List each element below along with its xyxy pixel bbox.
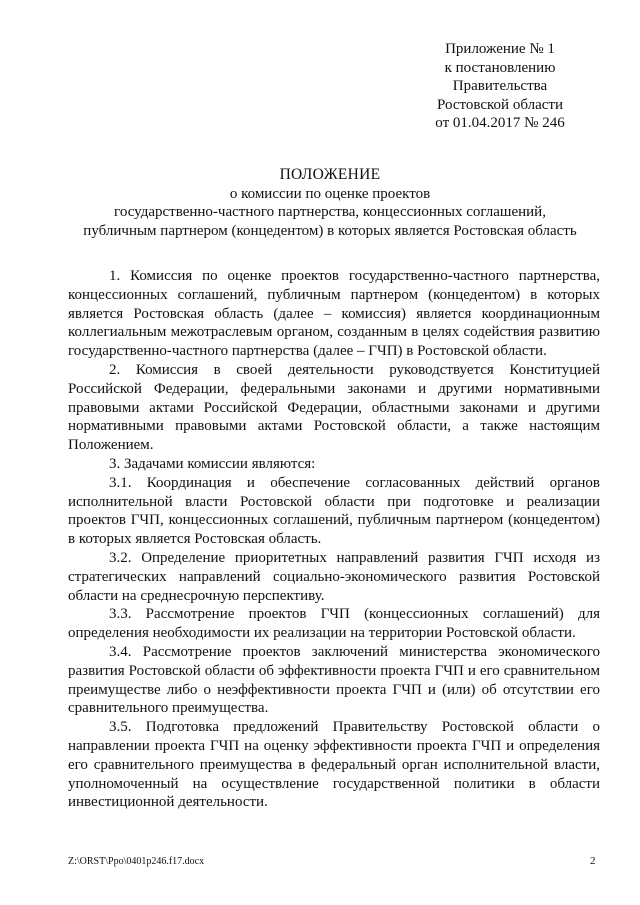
appendix-line: Правительства bbox=[452, 78, 548, 94]
paragraph-3: 3. Задачами комиссии являются: bbox=[109, 455, 316, 472]
paragraph-2: 2. Комиссия в своей деятельности руководствуется Конституцией Российской Федерации, федеральными законами и другими нормативными правовыми актами Российской Федерации, областными законами и другими нормативными правовыми актами Ростовской области, а также настоящим Положением. bbox=[68, 361, 600, 454]
paragraph-3-5: 3.5. Подготовка предложений Правительству Ростовской области о направлении проекта ГЧП на оценку эффективности проекта ГЧП и определения его сравнительного преимущества в федеральный орган исполнительной власти, уполномоченный на осуществление государственной политики в области инвестиционной деятельности. bbox=[68, 719, 600, 811]
title-line: о комиссии по оценке проектов bbox=[229, 185, 431, 202]
footer-file-path: Z:\ORST\Ppo\0401p246.f17.docx bbox=[68, 856, 205, 867]
appendix-line: к постановлению bbox=[444, 59, 556, 76]
document-body bbox=[68, 267, 600, 812]
paragraph-1: 1. Комиссия по оценке проектов государственно-частного партнерства, концессионных соглашений, публичным партнером (концедентом) в которых является Ростовская область (далее – комиссия) является координационным коллегиальным межотраслевым органом, созданным в целях содействия развитию государственно-частного партнерства (далее – ГЧП) в Ростовской области. bbox=[68, 268, 600, 360]
title-heading: ПОЛОЖЕНИЕ bbox=[279, 166, 381, 183]
appendix-line: Ростовской области bbox=[437, 96, 563, 113]
appendix-header bbox=[420, 40, 580, 133]
page-number: 2 bbox=[590, 855, 596, 867]
paragraph-3-2: 3.2. Определение приоритетных направлений развития ГЧП исходя из стратегических направлений социально-экономического развития Ростовской области на среднесрочную перспективу. bbox=[68, 549, 600, 604]
paragraph-3-3: 3.3. Рассмотрение проектов ГЧП (концессионных соглашений) для определения необходимости их реализации на территории Ростовской области. bbox=[68, 606, 600, 642]
appendix-line: Приложение № 1 bbox=[445, 41, 555, 57]
paragraph-3-1: 3.1. Координация и обеспечение согласованных действий органов исполнительной власти Ростовской области при подготовке и реализации проектов ГЧП, концессионных соглашений, публичным партнером (концедентом) в которых является Ростовская область. bbox=[68, 474, 600, 548]
paragraph-3-4: 3.4. Рассмотрение проектов заключений министерства экономического развития Ростовской области об эффективности проекта ГЧП и его сравнительном преимуществе либо о неэффективности проекта ГЧП и (или) об отсутствии его сравнительного преимущества. bbox=[68, 643, 600, 717]
document-title bbox=[60, 166, 600, 240]
appendix-line: от 01.04.2017 № 246 bbox=[435, 115, 565, 131]
title-line: государственно-частного партнерства, концессионных соглашений, bbox=[114, 204, 546, 220]
title-line: публичным партнером (концедентом) в которых является Ростовская область bbox=[83, 222, 577, 239]
